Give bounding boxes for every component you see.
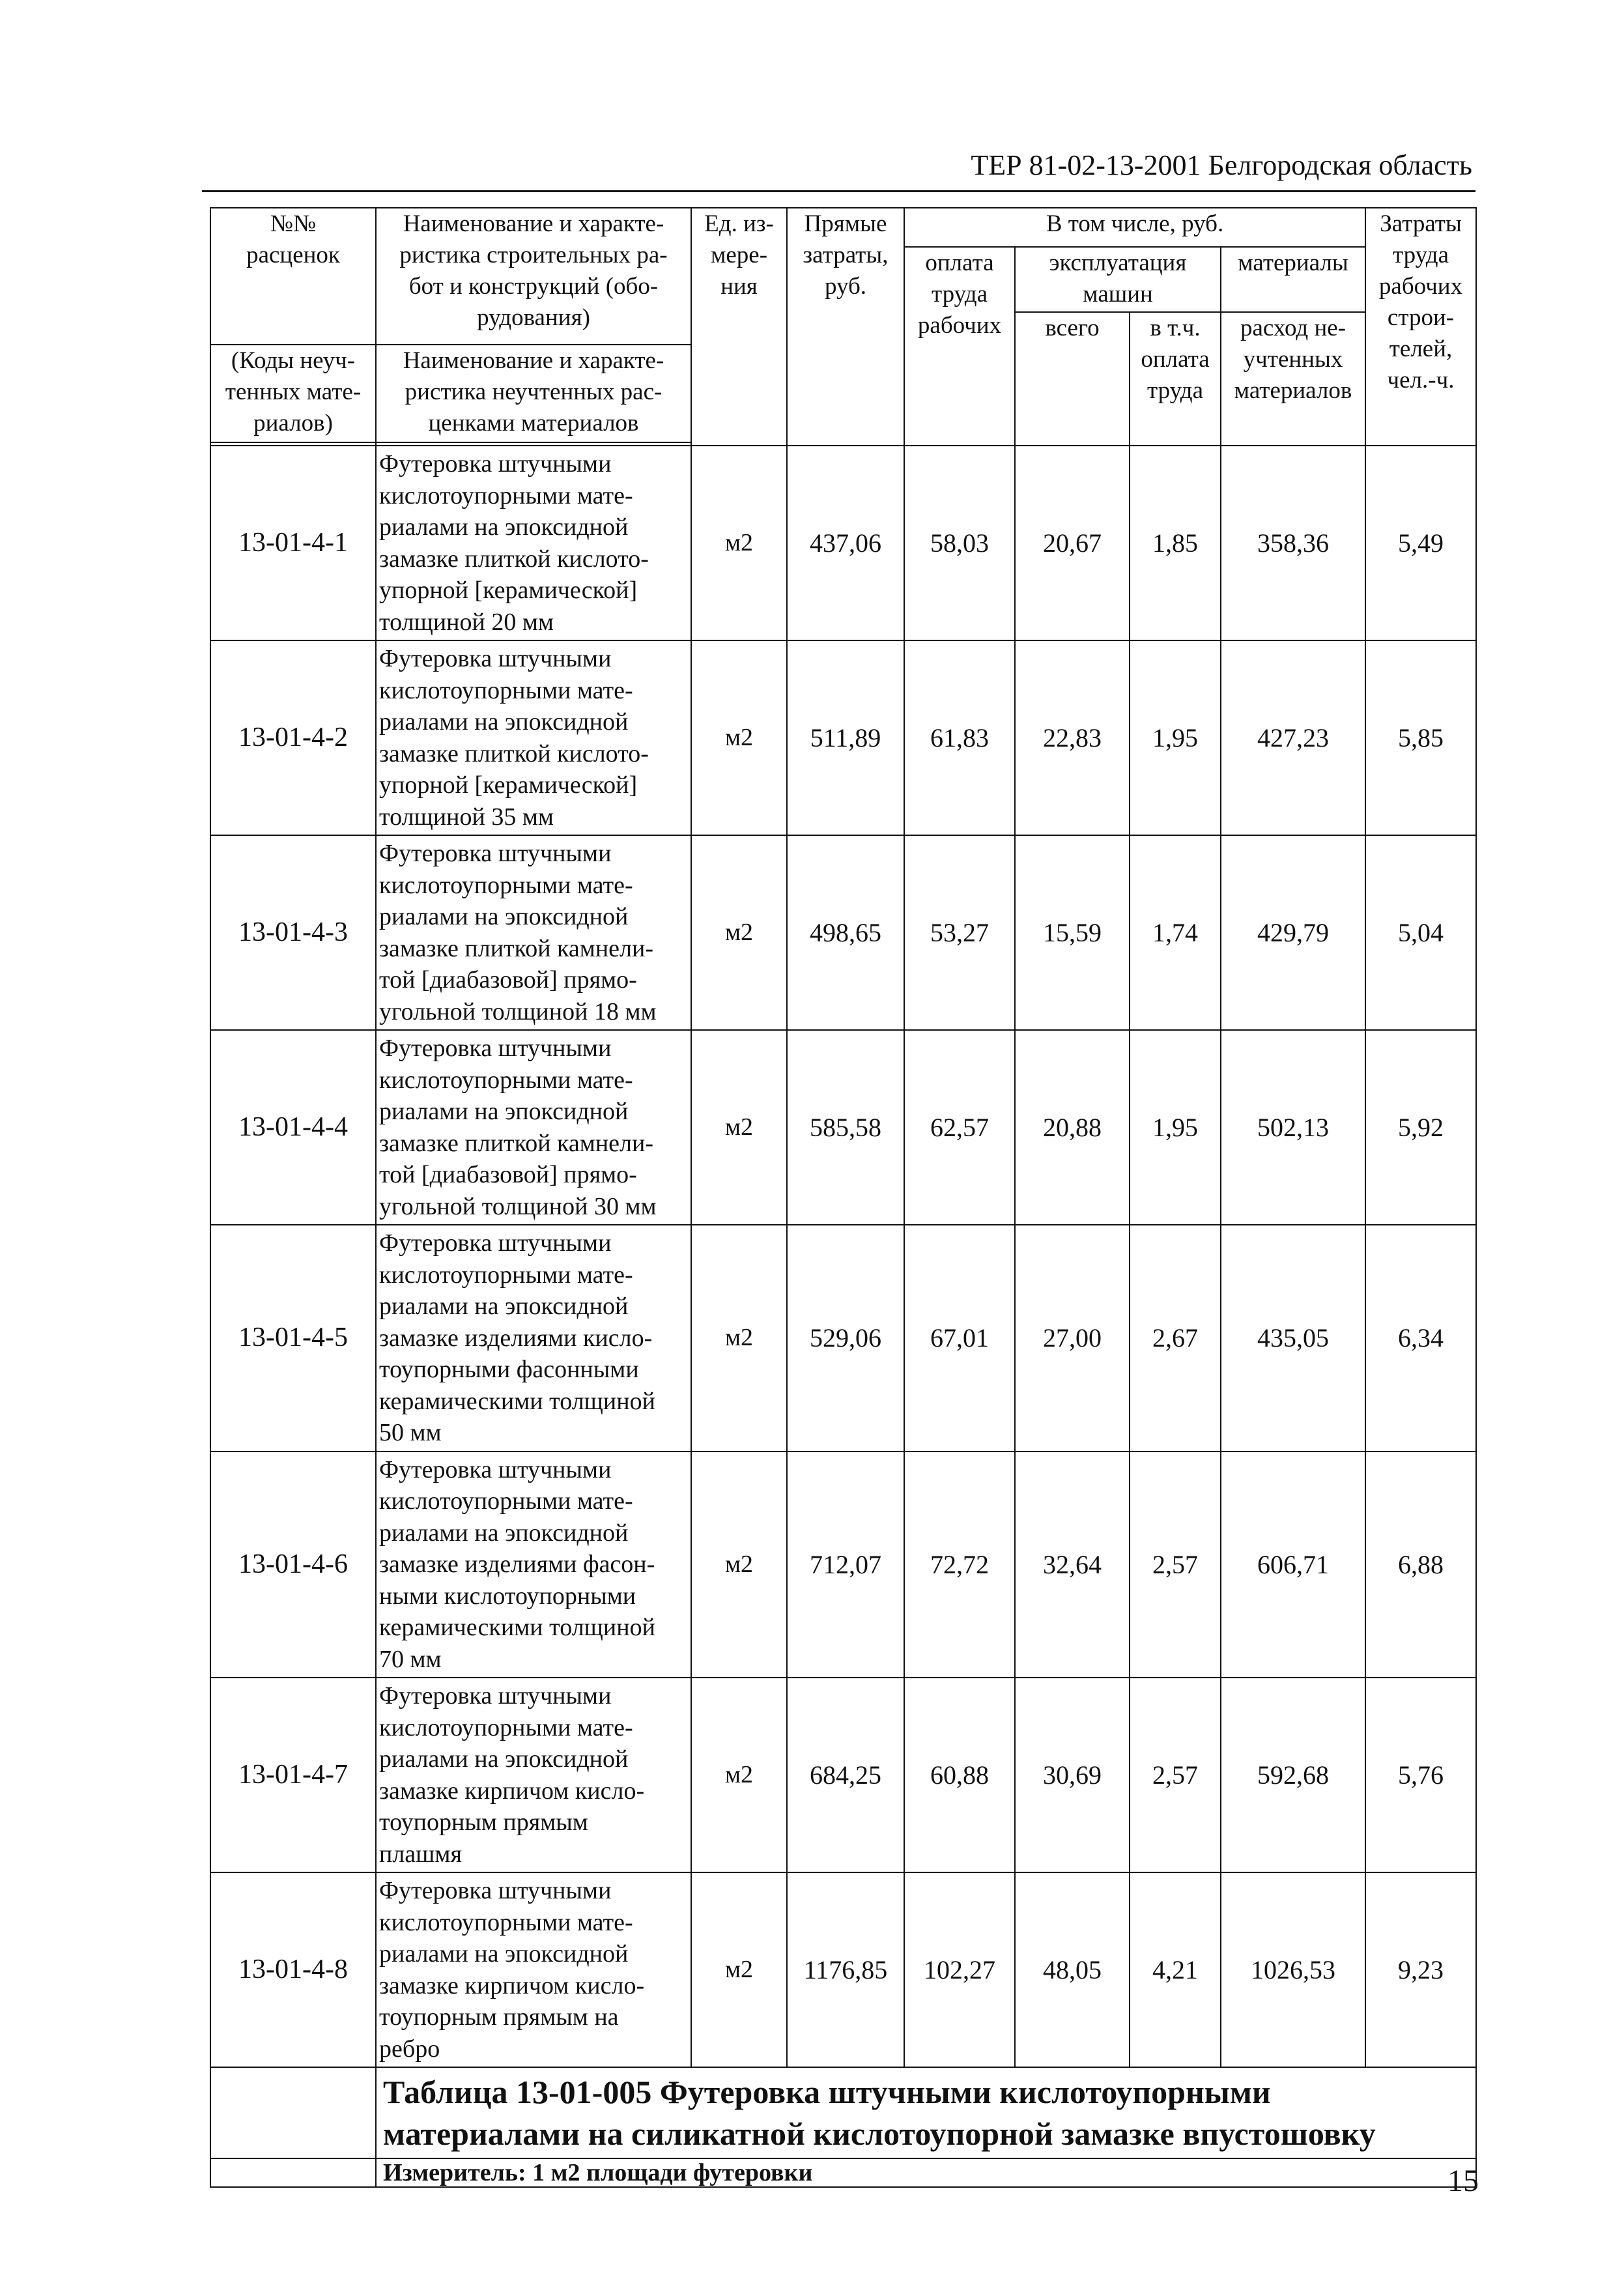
rate-code: 13-01-4-2 [210,640,376,835]
rate-code: 13-01-4-3 [210,835,376,1030]
direct-cost-cell: 437,06 [787,446,904,640]
machines-wage-cell: 1,74 [1130,835,1221,1030]
table-row [210,1030,1476,1225]
col-header-unit: Ед. из- мере- ния [691,208,787,446]
rates-table [210,207,1477,2188]
rate-description: Футеровка штучными кислотоупорными мате- риалами на эпоксидной замазке изделиями кисло- тоупорными фасонными керамическими толщиной 50 мм [376,1225,691,1452]
machines-total-cell: 15,59 [1015,835,1130,1030]
machines-wage-cell: 1,85 [1130,446,1221,640]
unit-cell: м2 [691,640,787,835]
labor-cell: 5,49 [1365,446,1476,640]
materials-cell: 592,68 [1221,1678,1365,1872]
table-row [210,1678,1476,1872]
section-title: Таблица 13-01-005 Футеровка штучными кислотоупорными материалами на силикатной кислотоупорной замазке впустошовку [376,2067,1476,2158]
measure-row [210,2158,1476,2187]
col-header-mach-total: всего [1015,312,1130,446]
machines-wage-cell: 4,21 [1130,1872,1221,2067]
rate-code: 13-01-4-8 [210,1872,376,2067]
materials-cell: 429,79 [1221,835,1365,1030]
direct-cost-cell: 1176,85 [787,1872,904,2067]
materials-cell: 358,36 [1221,446,1365,640]
rate-description: Футеровка штучными кислотоупорными мате- риалами на эпоксидной замазке кирпичом кисло- тоупорным прямым плашмя [376,1678,691,1872]
machines-total-cell: 20,88 [1015,1030,1130,1225]
labor-cell: 6,34 [1365,1225,1476,1452]
machines-total-cell: 48,05 [1015,1872,1130,2067]
rate-description: Футеровка штучными кислотоупорными мате- риалами на эпоксидной замазке плиткой камнели- той [диабазовой] прямо- угольной толщиной 30 мм [376,1030,691,1225]
wages-cell: 60,88 [904,1678,1015,1872]
col-header-code: №№ расценок [210,208,376,345]
direct-cost-cell: 684,25 [787,1678,904,1872]
wages-cell: 61,83 [904,640,1015,835]
rate-code: 13-01-4-5 [210,1225,376,1452]
measure-text: Измеритель: 1 м2 площади футеровки [376,2158,1476,2187]
labor-cell: 6,88 [1365,1452,1476,1678]
direct-cost-cell: 529,06 [787,1225,904,1452]
col-header-name: Наименование и характе- ристика строительных ра- бот и конструкций (обо- рудования) [376,208,691,345]
section-title-left [210,2067,376,2158]
table-row [210,1872,1476,2067]
unit-cell: м2 [691,1678,787,1872]
machines-total-cell: 27,00 [1015,1225,1130,1452]
table-row [210,1225,1476,1452]
col-header-wages: оплата труда рабочих [904,247,1015,446]
rate-description: Футеровка штучными кислотоупорными мате- риалами на эпоксидной замазке плиткой камнели- той [диабазовой] прямо- угольной толщиной 18 мм [376,835,691,1030]
rate-description: Футеровка штучными кислотоупорными мате- риалами на эпоксидной замазке плиткой кислото- упорной [керамической] толщиной 20 мм [376,446,691,640]
wages-cell: 58,03 [904,446,1015,640]
header-rule [202,190,1475,192]
rate-description: Футеровка штучными кислотоупорными мате- риалами на эпоксидной замазке изделиями фасон- ными кислотоупорными керамическими толщиной 70 мм [376,1452,691,1678]
unit-cell: м2 [691,1225,787,1452]
table-row [210,446,1476,640]
labor-cell: 5,04 [1365,835,1476,1030]
rate-description: Футеровка штучными кислотоупорными мате- риалами на эпоксидной замазке кирпичом кисло- тоупорным прямым на ребро [376,1872,691,2067]
section-title-row [210,2067,1476,2158]
materials-cell: 1026,53 [1221,1872,1365,2067]
unit-cell: м2 [691,835,787,1030]
col-header-materials: материалы [1221,247,1365,312]
unit-cell: м2 [691,1452,787,1678]
document-header: ТЕР 81-02-13-2001 Белгородская область [971,149,1472,181]
direct-cost-cell: 585,58 [787,1030,904,1225]
table-row [210,835,1476,1030]
measure-left [210,2158,376,2187]
labor-cell: 9,23 [1365,1872,1476,2067]
table-row [210,640,1476,835]
wages-cell: 102,27 [904,1872,1015,2067]
col-header-labor: Затраты труда рабочих строи- телей, чел.-ч. [1365,208,1476,446]
direct-cost-cell: 498,65 [787,835,904,1030]
machines-total-cell: 32,64 [1015,1452,1130,1678]
col-header-direct: Прямые затраты, руб. [787,208,904,446]
unit-cell: м2 [691,1872,787,2067]
col-header-code2: (Коды неуч- тенных мате- риалов) [210,345,376,442]
materials-cell: 427,23 [1221,640,1365,835]
materials-cell: 606,71 [1221,1452,1365,1678]
direct-cost-cell: 712,07 [787,1452,904,1678]
rate-code: 13-01-4-7 [210,1678,376,1872]
machines-wage-cell: 1,95 [1130,640,1221,835]
machines-wage-cell: 1,95 [1130,1030,1221,1225]
unit-cell: м2 [691,1030,787,1225]
col-header-mach-wage: в т.ч. оплата труда [1130,312,1221,446]
machines-wage-cell: 2,57 [1130,1678,1221,1872]
machines-total-cell: 22,83 [1015,640,1130,835]
col-header-incl: В том числе, руб. [904,208,1365,247]
rate-code: 13-01-4-6 [210,1452,376,1678]
wages-cell: 62,57 [904,1030,1015,1225]
materials-cell: 502,13 [1221,1030,1365,1225]
labor-cell: 5,76 [1365,1678,1476,1872]
rate-code: 13-01-4-4 [210,1030,376,1225]
labor-cell: 5,92 [1365,1030,1476,1225]
direct-cost-cell: 511,89 [787,640,904,835]
wages-cell: 67,01 [904,1225,1015,1452]
table-row [210,1452,1476,1678]
col-header-machines: эксплуатация машин [1015,247,1221,312]
rate-code: 13-01-4-1 [210,446,376,640]
labor-cell: 5,85 [1365,640,1476,835]
col-header-name2: Наименование и характе- ристика неучтенных рас- ценками материалов [376,345,691,442]
machines-total-cell: 20,67 [1015,446,1130,640]
wages-cell: 72,72 [904,1452,1015,1678]
machines-wage-cell: 2,57 [1130,1452,1221,1678]
wages-cell: 53,27 [904,835,1015,1030]
unit-cell: м2 [691,446,787,640]
rate-description: Футеровка штучными кислотоупорными мате- риалами на эпоксидной замазке плиткой кислото- упорной [керамической] толщиной 35 мм [376,640,691,835]
materials-cell: 435,05 [1221,1225,1365,1452]
page-number: 15 [1447,2164,1479,2198]
col-header-mat-uncounted: расход не- учтенных материалов [1221,312,1365,446]
machines-wage-cell: 2,67 [1130,1225,1221,1452]
machines-total-cell: 30,69 [1015,1678,1130,1872]
